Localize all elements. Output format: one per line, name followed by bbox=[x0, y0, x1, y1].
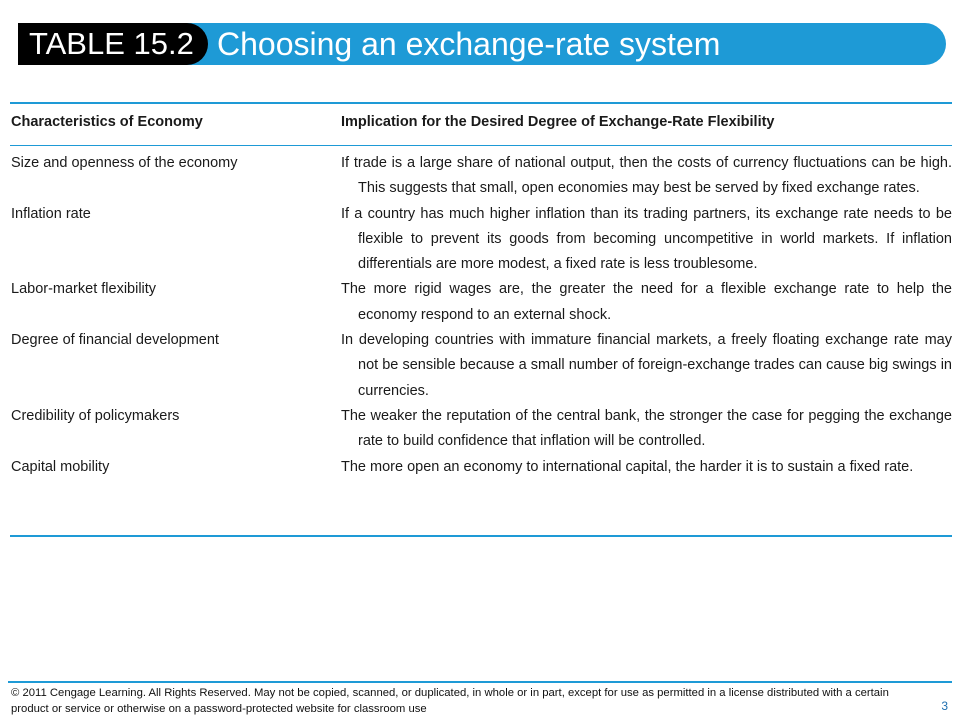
page-title: Choosing an exchange-rate system bbox=[217, 26, 721, 62]
table-body bbox=[0, 151, 960, 480]
implication-cell: The more open an economy to international capital, the harder it is to sustain a fixed rate. bbox=[341, 458, 914, 475]
table-bottom-rule bbox=[10, 535, 952, 537]
characteristic-cell: Degree of financial development bbox=[11, 332, 219, 349]
characteristic-cell: Capital mobility bbox=[11, 458, 110, 475]
implication-cell: The more rigid wages are, the greater the need for a flexible exchange rate to help the economy respond to an external shock. bbox=[341, 281, 952, 323]
table-row bbox=[0, 277, 960, 328]
footer-rule bbox=[8, 681, 952, 683]
page-number: 3 bbox=[941, 699, 948, 713]
column-header-characteristics: Characteristics of Economy bbox=[11, 114, 203, 130]
characteristic-cell: Size and openness of the economy bbox=[11, 155, 238, 171]
implication-cell: If a country has much higher inflation than its trading partners, its exchange rate needs to be flexible to prevent its goods from becoming uncompetitive in world markets. If inflation differentials are more modest, a fixed rate is less troublesome. bbox=[341, 205, 952, 273]
characteristic-cell: Inflation rate bbox=[11, 205, 91, 222]
table-row bbox=[0, 328, 960, 404]
table-header-rule bbox=[10, 145, 952, 146]
table-number-tag: TABLE 15.2 bbox=[18, 23, 208, 65]
implication-cell: The weaker the reputation of the central bank, the stronger the case for pegging the exchange rate to build confidence that inflation will be controlled. bbox=[341, 407, 952, 450]
table-top-rule bbox=[10, 102, 952, 104]
table-row bbox=[0, 455, 960, 480]
table-row bbox=[0, 151, 960, 202]
copyright-notice: © 2011 Cengage Learning. All Rights Reserved. May not be copied, scanned, or duplicated, in whole or in part, except for use as permitted in a license distributed with a certain product or service or otherwise on a password-protected website for classroom use bbox=[11, 687, 889, 715]
column-header-implication: Implication for the Desired Degree of Exchange-Rate Flexibility bbox=[341, 114, 775, 130]
implication-cell: If trade is a large share of national output, then the costs of currency fluctuations can be high. This suggests that small, open economies may best be served by fixed exchange rates. bbox=[341, 155, 952, 197]
table-row bbox=[0, 404, 960, 455]
table-row bbox=[0, 202, 960, 278]
characteristic-cell: Labor-market flexibility bbox=[11, 281, 157, 298]
characteristic-cell: Credibility of policymakers bbox=[11, 407, 180, 424]
implication-cell: In developing countries with immature financial markets, a freely floating exchange rate may not be sensible because a small number of foreign-exchange trades can cause big swings in currencies. bbox=[341, 332, 952, 399]
